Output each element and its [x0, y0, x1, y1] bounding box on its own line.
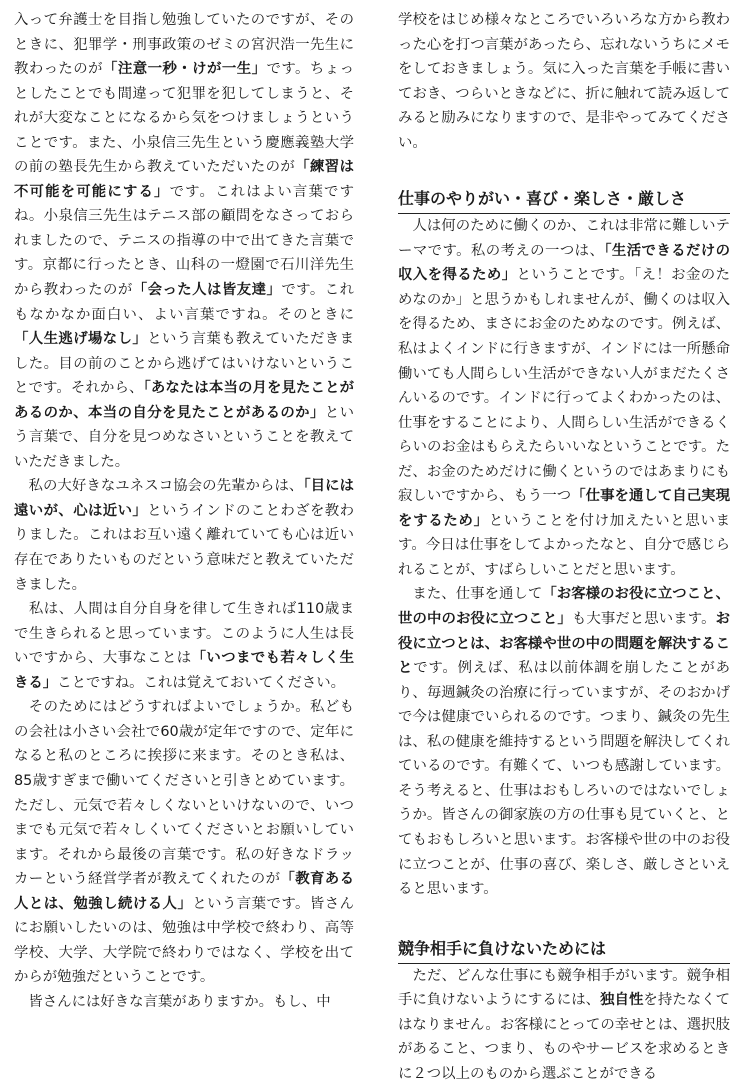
emphasized-text: 「目には遠いが、心は近い」 [14, 478, 354, 519]
text-run: そのためにはどうすればよいでしょうか。私どもの会社は小さい会社で60歳が定年ですので、定年になると私のところに挨拶に来ます。そのとき私は、85歳すぎまで働いてくださいと引きとめています。ただし、元気で若々しくないといけないので、いつまでも元気で若々しくいてくださいとお願いしています。それから最後の言葉です。私の好きなドラッカーという経営学者が教えてくれたのが [14, 699, 354, 888]
paragraph [398, 214, 730, 582]
emphasized-text: 「生活できるだけの収入を得るため」 [398, 242, 730, 284]
text-run: ただ、どんな仕事にも競争相手がいます。競争相手に負けないようにするには、 [398, 967, 730, 1009]
emphasized-text: 「練習は不可能を可能にする」 [14, 159, 354, 200]
emphasized-text: 「あなたは本当の月を見たことがあるのか、本当の自分を見たことがあるのか」 [14, 380, 354, 421]
emphasized-text: 「お客様のお役に立つこと、世の中のお役に立つこと」 [398, 586, 730, 628]
paragraph [398, 582, 730, 901]
text-run: です。ちょっとしたことでも間違って犯罪を犯してしまうと、それが大変なことになるから気をつけましょうということです。また、小泉信三先生という慶應義塾大学の前の塾長先生から教えていただいたのが [14, 61, 354, 176]
text-run: ということを付け加えたいと思います。今日は仕事をしてよかったなと、自分で感じられることが、すばらしいことだと思います。 [398, 512, 730, 578]
section-heading-competition: 競争相手に負けないためには [398, 936, 730, 964]
text-run: ことですね。これは覚えておいてください。 [57, 674, 346, 691]
paragraph [398, 8, 730, 155]
text-run: というインドのことわざを教わりました。これはお互い遠く離れていても心は近い存在でありたいものだという意味だと教えていただきました。 [14, 502, 354, 593]
right-column [398, 8, 730, 1086]
text-run: という言葉で、自分を見つめなさいということを教えていただきました。 [14, 404, 354, 470]
text-run: ということです。「え！お金のためなのか」と思うかもしれませんが、働くのは収入を得るため、まさにお金のためなのです。例えば、私はよくインドに行きますが、インドには一所懸命働いても人間らしい生活ができない人がまだたくさんいるのです。インドに行ってよくわかったのは、仕事をすることにより、人間らしい生活ができるくらいのお金はもらえたらいいなということです。ただ、お金のためだけに働くというのではあまりにも寂しいですから、もう一つ [398, 267, 730, 505]
emphasized-text: 「人生逃げ場なし」 [14, 331, 148, 348]
emphasized-text: 「いつまでも若々しく生きる」 [14, 650, 354, 691]
text-run: です。これもなかなか面白い、よい言葉ですね。そのときに [14, 282, 354, 323]
paragraph [14, 474, 354, 597]
paragraph [14, 597, 354, 695]
text-run: 人は何のために働くのか、これは非常に難しいテーマです。私の考えの一つは、 [398, 218, 730, 259]
text-run: という言葉も教えていただきました。目の前のことから逃げてはいけないということです。それから、 [14, 331, 354, 397]
text-run: 入って弁護士を目指し勉強していたのですが、そのときに、犯罪学・刑事政策のゼミの宮沢浩一先生に教わったのが [14, 12, 354, 78]
emphasized-text: 「注意一秒・けが一生」 [103, 61, 267, 78]
text-run: です。例えば、私は以前体調を崩したことがあり、毎週鍼灸の治療に行っていますが、そのおかげで今は健康でいられるのです。つまり、鍼灸の先生は、私の健康を維持するという問題を解決してくれているのです。有難くて、いつも感謝しています。そう考えると、仕事はおもしろいのではないでしょうか。皆さんの御家族の方の仕事も見ていくと、とてもおもしろいと思います。お客様や世の中のお役に立つことが、仕事の喜び、楽しさ、厳しさといえると思います。 [398, 660, 730, 898]
paragraph [398, 964, 730, 1086]
text-run: また、仕事を通して [398, 586, 543, 603]
text-run: という言葉です。皆さんにお願いしたいのは、勉強は中学校で終わり、高等学校、大学、大学院で終わりではなく、学校を出てからが勉強だということです。 [14, 895, 354, 986]
text-run: です。これはよい言葉ですね。小泉信三先生はテニス部の顧問をなさっておられましたので、テニスの指導の中で出てきた言葉です。京都に行ったとき、山科の一燈園で石川洋先生から教わったのが [14, 183, 354, 299]
left-column [14, 8, 354, 1014]
text-run: 私は、人間は自分自身を律して生きれば110歳まで生きられると思っています。このように人生は長いですから、大事なことは [14, 601, 354, 667]
emphasized-text: 「仕事を通して自己実現をするため」 [398, 488, 730, 529]
text-run: 学校をはじめ様々なところでいろいろな方から教わった心を打つ言葉があったら、忘れないうちにメモをしておきましょう。気に入った言葉を手帳に書いておき、つらいときなどに、折に触れて読み返してみると励みになりますので、是非やってみてください。 [398, 12, 730, 151]
paragraph [14, 8, 354, 474]
paragraph [14, 990, 354, 1015]
emphasized-text: 「教育ある人とは、勉強し続ける人」 [14, 871, 354, 912]
text-run: を持たなくてはなりません。お客様にとっての幸せとは、選択肢があること、つまり、ものやサービスを求めるときに２つ以上のものから選ぶことができる [398, 992, 730, 1082]
text-run: 皆さんには好きな言葉がありますか。もし、中 [14, 993, 331, 1010]
emphasized-text: お役に立つとは、お客様や世の中の問題を解決すること [398, 611, 730, 677]
emphasized-text: 独自性 [600, 992, 644, 1009]
section-heading-work-meaning: 仕事のやりがい・喜び・楽しさ・厳しさ [398, 186, 730, 214]
paragraph [14, 695, 354, 990]
emphasized-text: 「会った人は皆友達」 [132, 282, 282, 299]
text-run: も大事だと思います。 [571, 611, 716, 628]
text-run: 私の大好きなユネスコ協会の先輩からは、 [14, 478, 304, 495]
